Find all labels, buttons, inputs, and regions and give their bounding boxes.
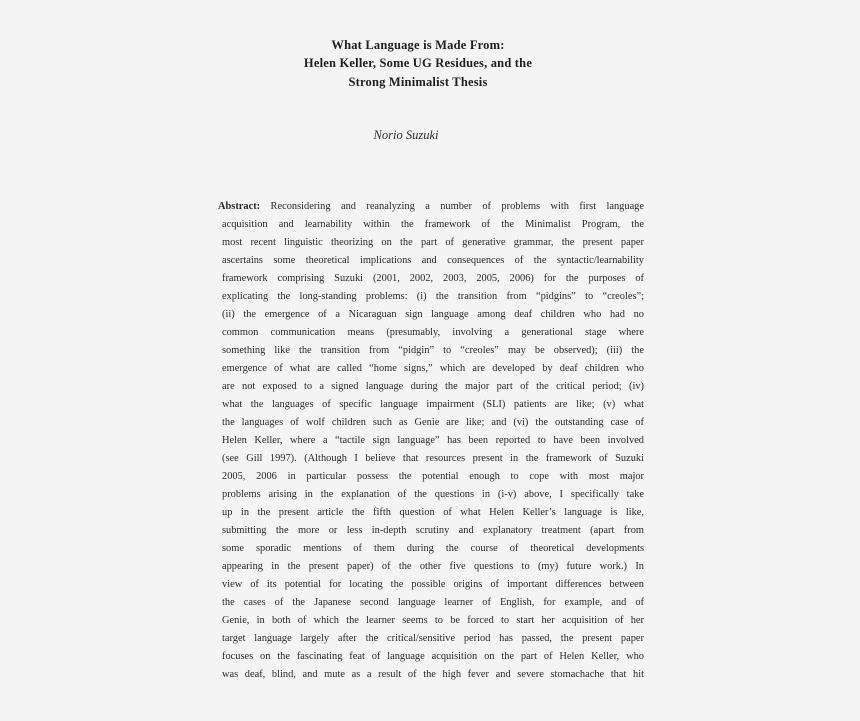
paper-title-line-2: Helen Keller, Some UG Residues, and the xyxy=(303,56,533,70)
abstract-line: explicating the long-standing problems: (i) the transition from “pidgins” to “creoles”; xyxy=(222,291,644,302)
abstract-line: focuses on the fascinating feat of language acquisition on the part of Helen Keller, who xyxy=(222,651,644,662)
abstract-line: problems arising in the explanation of the questions in (i-v) above, I specifically take xyxy=(222,489,644,500)
abstract-line: up in the present article the fifth question of what Helen Keller’s language is like, xyxy=(222,507,644,518)
abstract-line: most recent linguistic theorizing on the part of generative grammar, the present paper xyxy=(222,237,644,248)
abstract-line: 2005, 2006 in particular possess the potential enough to cope with most major xyxy=(222,471,644,482)
abstract-line: some sporadic mentions of them during the course of theoretical developments xyxy=(222,543,644,554)
paper-title-line-1: What Language is Made From: xyxy=(331,38,505,52)
abstract-line: appearing in the present paper) of the other five questions to (my) future work.) In xyxy=(222,561,644,572)
abstract-line: Helen Keller, where a “tactile sign language” has been reported to have been involved xyxy=(222,435,644,446)
abstract-line: (see Gill 1997). (Although I believe that resources present in the framework of Suzuki xyxy=(222,453,644,464)
paper-title-line-3: Strong Minimalist Thesis xyxy=(348,75,488,89)
abstract-line: common communication means (presumably, involving a generational stage where xyxy=(222,327,644,338)
abstract-line: what the languages of specific language impairment (SLI) patients are like; (v) what xyxy=(222,399,644,410)
abstract-line: was deaf, blind, and mute as a result of the high fever and severe stomachache that hit xyxy=(222,669,644,680)
abstract-line: something like the transition from “pidgin” to “creoles” may be observed); (iii) the xyxy=(222,345,644,356)
abstract-line: framework comprising Suzuki (2001, 2002, 2003, 2005, 2006) for the purposes of xyxy=(222,273,644,284)
abstract-line: target language largely after the critical/sensitive period has passed, the present paper xyxy=(222,633,644,644)
abstract-line: submitting the more or less in-depth scrutiny and explanatory treatment (apart from xyxy=(222,525,644,536)
abstract-line: view of its potential for locating the possible origins of important differences between xyxy=(222,579,644,590)
abstract-line: are not exposed to a signed language during the major part of the critical period; (iv) xyxy=(222,381,644,392)
abstract-label: Abstract: xyxy=(218,201,261,212)
abstract-line: acquisition and learnability within the framework of the Minimalist Program, the xyxy=(222,219,644,230)
author-name: Norio Suzuki xyxy=(373,128,439,142)
abstract-line: emergence of what are called “home signs,” which are developed by deaf children who xyxy=(222,363,644,374)
abstract-line: Abstract: Reconsidering and reanalyzing a number of problems with first language xyxy=(218,201,644,212)
abstract-line: (ii) the emergence of a Nicaraguan sign language among deaf children who had no xyxy=(222,309,644,320)
abstract-line: the languages of wolf children such as Genie are like; and (vi) the outstanding case of xyxy=(222,417,644,428)
abstract-line: the cases of the Japanese second language learner of English, for example, and of xyxy=(222,597,644,608)
abstract-line: ascertains some theoretical implications and consequences of the syntactic/learnability xyxy=(222,255,644,266)
abstract-line: Genie, in both of which the learner seems to be forced to start her acquisition of her xyxy=(222,615,644,626)
